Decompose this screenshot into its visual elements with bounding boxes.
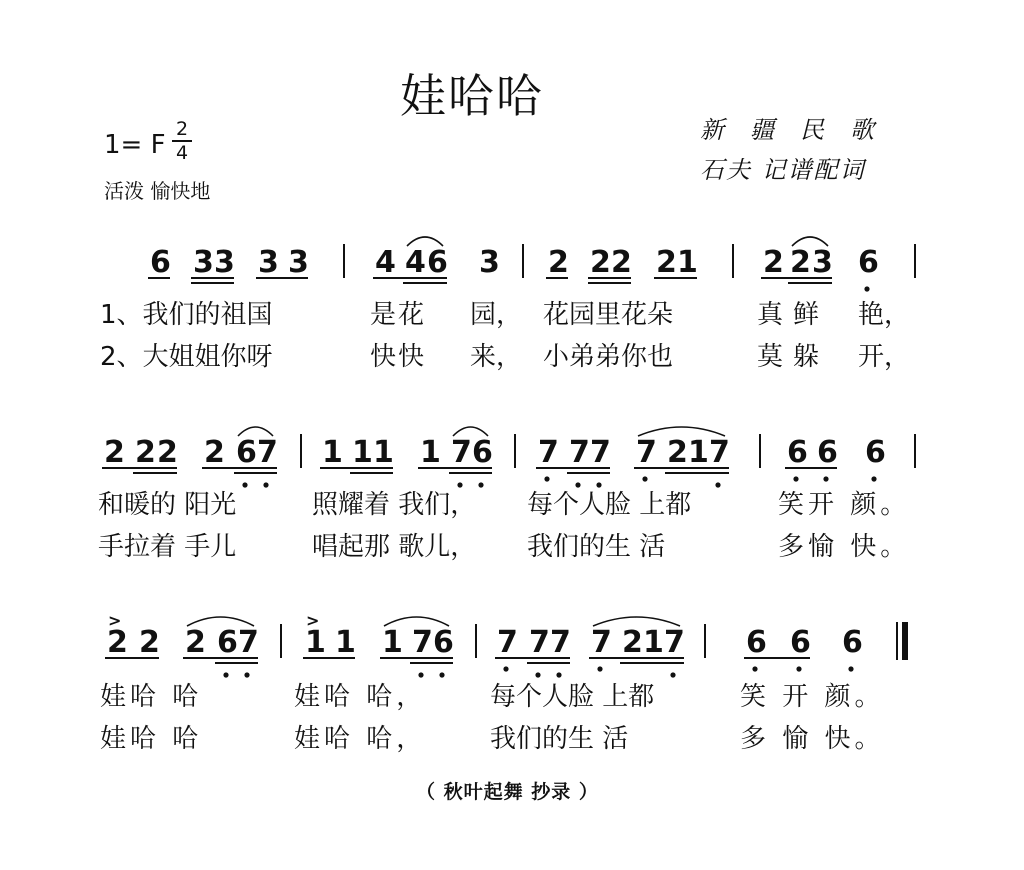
jianpu-note: 6	[790, 625, 811, 660]
jianpu-note: 1	[382, 625, 403, 660]
jianpu-note: 2	[548, 245, 569, 280]
jianpu-note: 1	[420, 435, 441, 470]
jianpu-note: 2	[107, 625, 128, 660]
jianpu-note: 4	[405, 245, 426, 280]
song-title: 娃哈哈	[400, 69, 544, 123]
jianpu-note: 7	[636, 435, 657, 470]
lyric-line: 是花	[370, 300, 427, 330]
jianpu-note: 2	[790, 245, 811, 280]
jianpu-note: 2	[204, 435, 225, 470]
jianpu-note: 2	[667, 435, 688, 470]
jianpu-note: 7	[412, 625, 433, 660]
jianpu-note: 7	[591, 625, 612, 660]
jianpu-note: 2	[622, 625, 643, 660]
jianpu-note: 2	[135, 435, 156, 470]
octave-dot	[242, 482, 247, 487]
lyric-line: 娃哈 哈	[100, 682, 203, 712]
lyric-line: 娃哈 哈	[100, 724, 203, 754]
lyric-line: 2、大姐姐你呀	[100, 342, 273, 372]
jianpu-note: 6	[433, 625, 454, 660]
lyric-line: 莫躲	[757, 342, 830, 372]
jianpu-note: 7	[497, 625, 518, 660]
song-origin: 新疆民歌	[700, 116, 900, 144]
jianpu-note: 7	[451, 435, 472, 470]
octave-dot	[544, 476, 549, 481]
lyric-line: 快快	[370, 342, 427, 372]
jianpu-note: 3	[193, 245, 214, 280]
octave-dot	[793, 476, 798, 481]
jianpu-note: 6	[865, 435, 886, 470]
jianpu-note: 3	[288, 245, 309, 280]
lyric-line: 开，	[858, 342, 911, 372]
key-signature: 1= F	[104, 130, 166, 160]
lyric-line: 我们的生 活	[490, 724, 629, 754]
jianpu-note: 3	[214, 245, 235, 280]
jianpu-note: 7	[238, 625, 259, 660]
jianpu-note: 2	[611, 245, 632, 280]
lyric-line: 艳，	[858, 300, 911, 330]
transcription-credit: （ 秋叶起舞 抄录 ）	[416, 781, 599, 803]
tempo-marking: 活泼 愉快地	[104, 179, 211, 203]
lyric-line: 照耀着 我们，	[312, 490, 477, 520]
octave-dot	[796, 666, 801, 671]
jianpu-note: 6	[472, 435, 493, 470]
octave-dot	[864, 286, 869, 291]
jianpu-note: 6	[787, 435, 808, 470]
lyric-line: 园，	[470, 300, 523, 330]
accent-mark: >	[108, 611, 122, 630]
jianpu-note: 2	[185, 625, 206, 660]
octave-dot	[439, 672, 444, 677]
lyric-line: 娃哈 哈，	[294, 724, 427, 754]
jianpu-note: 1	[677, 245, 698, 280]
jianpu-note: 1	[373, 435, 394, 470]
jianpu-note: 6	[217, 625, 238, 660]
lyric-line: 多愉 快。	[778, 532, 911, 562]
time-numerator: 2	[175, 118, 189, 140]
octave-dot	[871, 476, 876, 481]
time-denominator: 4	[175, 142, 189, 164]
octave-dot	[597, 666, 602, 671]
jianpu-note: 3	[812, 245, 833, 280]
jianpu-note: 6	[842, 625, 863, 660]
jianpu-note: 7	[709, 435, 730, 470]
jianpu-note: 6	[150, 245, 171, 280]
jianpu-note: 2	[590, 245, 611, 280]
jianpu-note: 2	[139, 625, 160, 660]
lyric-line: 真鲜	[757, 300, 830, 330]
octave-dot	[503, 666, 508, 671]
octave-dot	[670, 672, 675, 677]
octave-dot	[848, 666, 853, 671]
lyric-line: 手拉着 手儿	[98, 532, 237, 562]
jianpu-note: 7	[538, 435, 559, 470]
jianpu-note: 1	[322, 435, 343, 470]
jianpu-note: 3	[258, 245, 279, 280]
octave-dot	[223, 672, 228, 677]
octave-dot	[752, 666, 757, 671]
lyric-line: 每个人脸 上都	[490, 682, 655, 712]
jianpu-note: 2	[763, 245, 784, 280]
jianpu-note: 7	[529, 625, 550, 660]
lyric-line: 娃哈 哈，	[294, 682, 427, 712]
lyric-line: 我们的生 活	[527, 532, 666, 562]
octave-dot	[642, 476, 647, 481]
jianpu-note: 4	[375, 245, 396, 280]
jianpu-note: 6	[236, 435, 257, 470]
jianpu-note: 2	[656, 245, 677, 280]
lyric-line: 笑 开 颜。	[740, 682, 885, 712]
accent-mark: >	[306, 611, 320, 630]
jianpu-note: 1	[643, 625, 664, 660]
lyric-line: 笑开 颜。	[778, 490, 911, 520]
jianpu-note: 7	[569, 435, 590, 470]
lyric-line: 和暖的 阳光	[98, 490, 237, 520]
jianpu-note: 1	[335, 625, 356, 660]
lyric-line: 每个人脸 上都	[527, 490, 692, 520]
jianpu-note: 6	[427, 245, 448, 280]
jianpu-note: 1	[305, 625, 326, 660]
lyric-line: 唱起那 歌儿，	[312, 532, 477, 562]
jianpu-note: 7	[550, 625, 571, 660]
octave-dot	[715, 482, 720, 487]
jianpu-note: 3	[479, 245, 500, 280]
jianpu-note: 7	[664, 625, 685, 660]
lyric-line: 花园里花朵	[543, 300, 674, 330]
jianpu-note: 2	[104, 435, 125, 470]
jianpu-note: 7	[590, 435, 611, 470]
arranger-credit: 石夫 记谱配词	[700, 156, 866, 184]
octave-dot	[244, 672, 249, 677]
octave-dot	[823, 476, 828, 481]
jianpu-note: 1	[352, 435, 373, 470]
jianpu-note: 7	[257, 435, 278, 470]
octave-dot	[263, 482, 268, 487]
jianpu-note: 6	[858, 245, 879, 280]
lyric-line: 来，	[470, 342, 523, 372]
jianpu-note: 6	[746, 625, 767, 660]
jianpu-note: 2	[157, 435, 178, 470]
lyric-line: 多 愉 快。	[740, 724, 885, 754]
lyric-line: 小弟弟你也	[543, 342, 674, 372]
jianpu-note: 6	[817, 435, 838, 470]
lyric-line: 1、我们的祖国	[100, 300, 273, 330]
jianpu-note: 1	[688, 435, 709, 470]
octave-dot	[478, 482, 483, 487]
